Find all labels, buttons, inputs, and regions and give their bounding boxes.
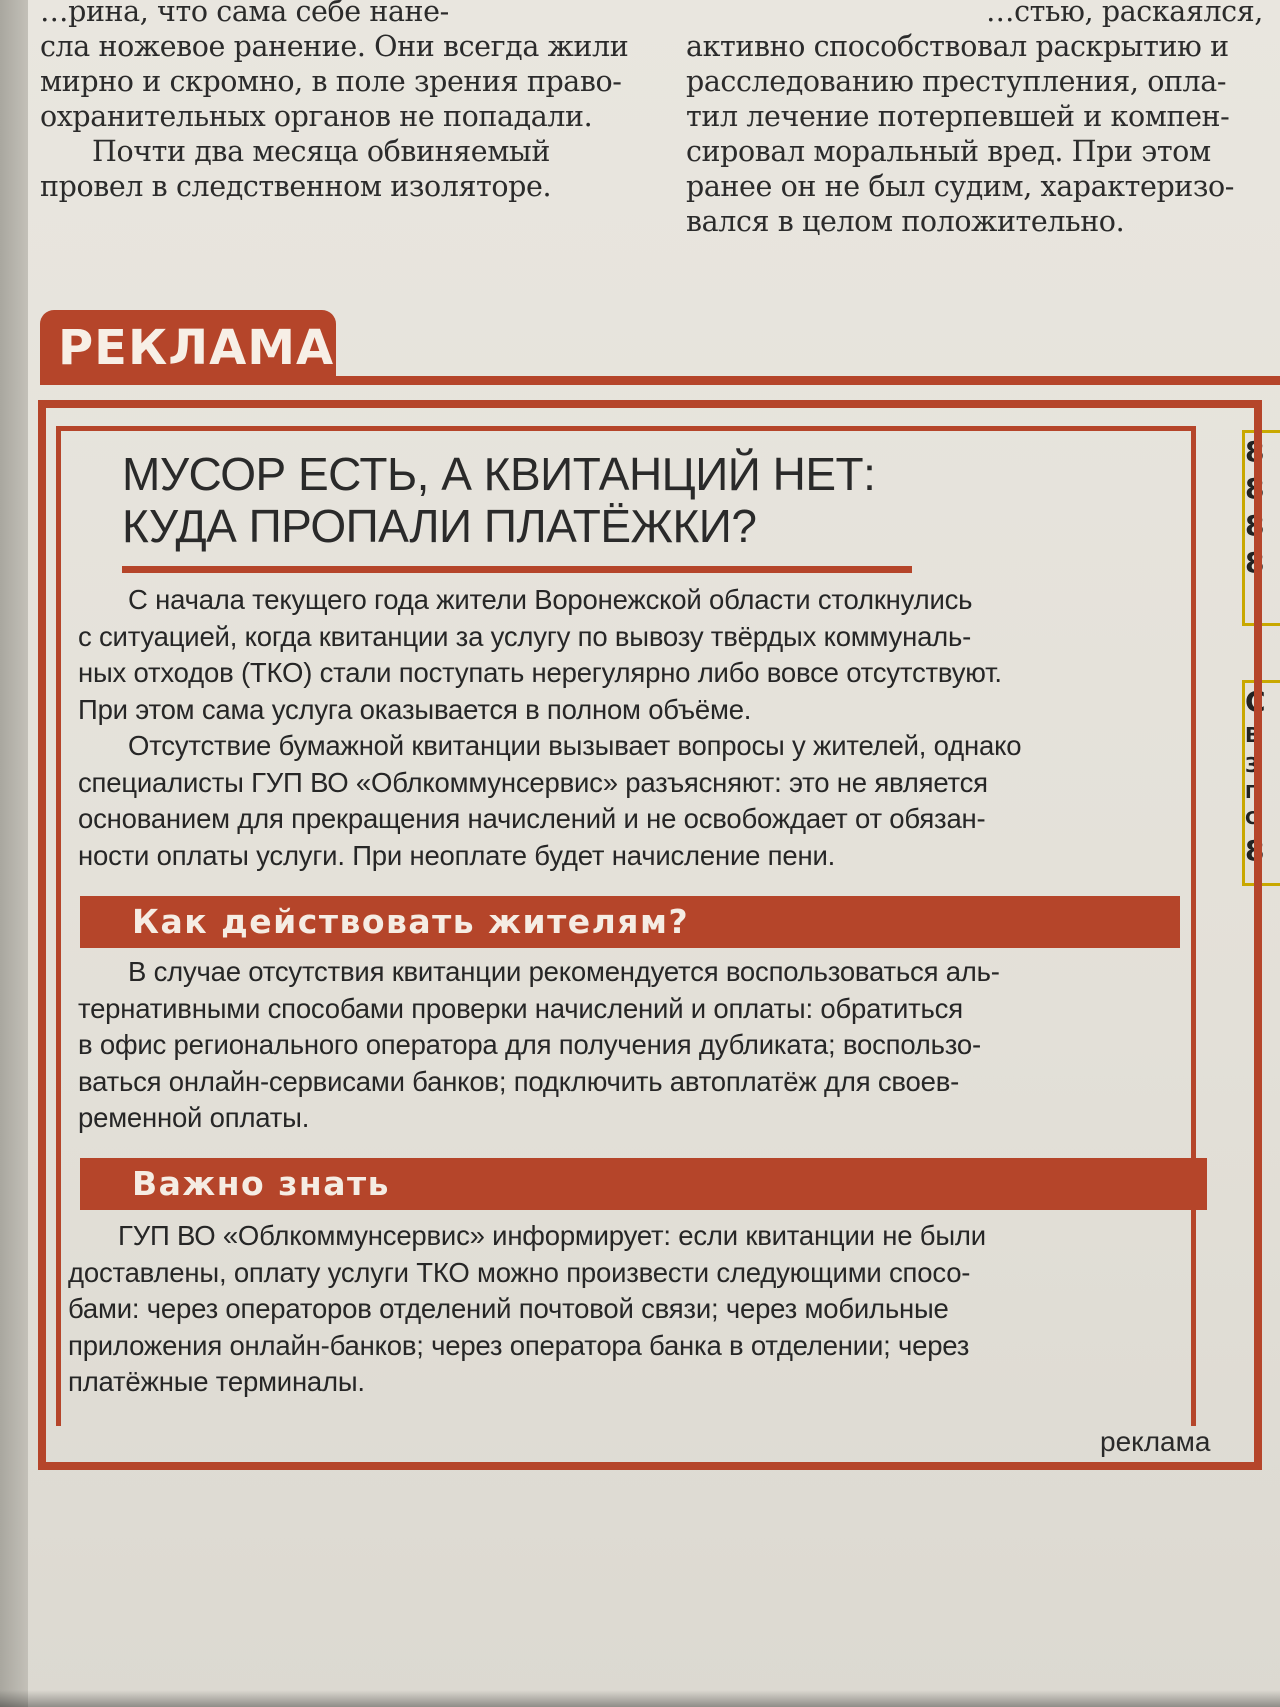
adjacent-ad-char: 8 bbox=[1245, 546, 1265, 579]
text-line: тернативными способами проверки начислений и оплаты: обратиться bbox=[78, 992, 963, 1024]
text-line: охранительных органов не попадали. bbox=[40, 100, 593, 133]
text-line: …рина, что сама себе нане- bbox=[40, 0, 449, 28]
section-rule bbox=[40, 376, 1280, 385]
adjacent-ad-char: С bbox=[1245, 808, 1259, 829]
text-line: основанием для прекращения начислений и не освобождает от обязан- bbox=[78, 803, 986, 834]
adjacent-ad-char: З bbox=[1245, 753, 1260, 777]
text-line: ранее он не был судим, характеризо- bbox=[686, 170, 1235, 203]
text-line: сировал моральный вред. При этом bbox=[686, 135, 1211, 168]
text-line: в офис регионального оператора для получения дубликата; воспользо- bbox=[78, 1029, 981, 1060]
text-line: бами: через операторов отделений почтовой связи; через мобильные bbox=[68, 1293, 949, 1324]
text-line: вался в целом положительно. bbox=[686, 205, 1125, 238]
text-line: с ситуацией, когда квитанции за услугу по вывозу твёрдых коммуналь- bbox=[78, 620, 972, 652]
text-line: провел в следственном изоляторе. bbox=[40, 170, 552, 203]
headline-line: КУДА ПРОПАЛИ ПЛАТЁЖКИ? bbox=[122, 500, 757, 552]
page-fold-shadow bbox=[0, 0, 28, 1707]
ad-paragraph-actions bbox=[78, 954, 1198, 1137]
text-line: С начала текущего года жители Воронежской области столкнулись bbox=[128, 584, 973, 615]
subhead-title: Важно знать bbox=[132, 1164, 390, 1203]
text-line: доставлены, оплату услуги ТКО можно произвести следующими спосо- bbox=[68, 1256, 971, 1288]
text-line: специалисты ГУП ВО «Облкоммунсервис» разъясняют: это не является bbox=[78, 766, 988, 798]
text-line: Почти два месяца обвиняемый bbox=[92, 135, 550, 168]
text-line: ваться онлайн-сервисами банков; подключить автоплатёж для своев- bbox=[78, 1065, 960, 1097]
text-line: расследованию преступления, опла- bbox=[686, 65, 1227, 98]
adjacent-ad-char: 8 bbox=[1245, 435, 1265, 468]
text-line: тил лечение потерпевшей и компен- bbox=[686, 100, 1230, 133]
adjacent-ad-char: 8 bbox=[1245, 834, 1265, 867]
headline-line: МУСОР ЕСТЬ, А КВИТАНЦИЙ НЕТ: bbox=[122, 448, 876, 500]
ad-paragraph-intro bbox=[78, 582, 1188, 874]
top-article-left-column bbox=[40, 0, 640, 204]
text-line: ГУП ВО «Облкоммунсервис» информирует: если квитанции не были bbox=[118, 1220, 986, 1251]
ad-paragraph-payment-methods bbox=[68, 1218, 1228, 1401]
adjacent-ad-char: В bbox=[1245, 723, 1261, 747]
section-tab bbox=[40, 310, 336, 380]
page-bottom-shadow bbox=[0, 1690, 1280, 1707]
text-line: Отсутствие бумажной квитанции вызывает вопросы у жителей, однако bbox=[128, 730, 1022, 761]
text-line: ременной оплаты. bbox=[78, 1102, 310, 1133]
text-line: приложения онлайн-банков; через оператора банка в отделении; через bbox=[68, 1329, 970, 1361]
text-line: ных отходов (ТКО) стали поступать нерегулярно либо вовсе отсутствуют. bbox=[78, 657, 1002, 688]
text-line: В случае отсутствия квитанции рекомендуется воспользоваться аль- bbox=[128, 956, 1000, 987]
subhead-band-how-to-act bbox=[80, 896, 1180, 948]
text-line: платёжные терминалы. bbox=[68, 1366, 365, 1397]
text-line: …стью, раскаялся, bbox=[986, 0, 1263, 28]
subhead-title: Как действовать жителям? bbox=[132, 902, 690, 941]
text-line: ности оплаты услуги. При неоплате будет начисление пени. bbox=[78, 839, 836, 871]
text-line: активно способствовал раскрытию и bbox=[686, 30, 1229, 63]
adjacent-ad-char: 8 bbox=[1245, 472, 1265, 505]
adjacent-ad-char: П bbox=[1245, 782, 1261, 803]
adjacent-ad-char: С bbox=[1245, 685, 1266, 718]
text-line: сла ножевое ранение. Они всегда жили bbox=[40, 30, 629, 63]
ad-bottom-rule bbox=[38, 1462, 1262, 1470]
top-article-right-column bbox=[686, 0, 1263, 239]
adjacent-ad-char: 8 bbox=[1245, 509, 1265, 542]
ad-headline bbox=[122, 448, 1022, 552]
text-line: мирно и скромно, в поле зрения право- bbox=[40, 65, 622, 98]
ad-signature: реклама bbox=[1100, 1426, 1211, 1457]
text-line: При этом сама услуга оказывается в полном объёме. bbox=[78, 693, 752, 725]
headline-underline bbox=[122, 566, 912, 573]
section-label: РЕКЛАМА bbox=[58, 320, 335, 376]
subhead-band-important bbox=[80, 1158, 1207, 1210]
